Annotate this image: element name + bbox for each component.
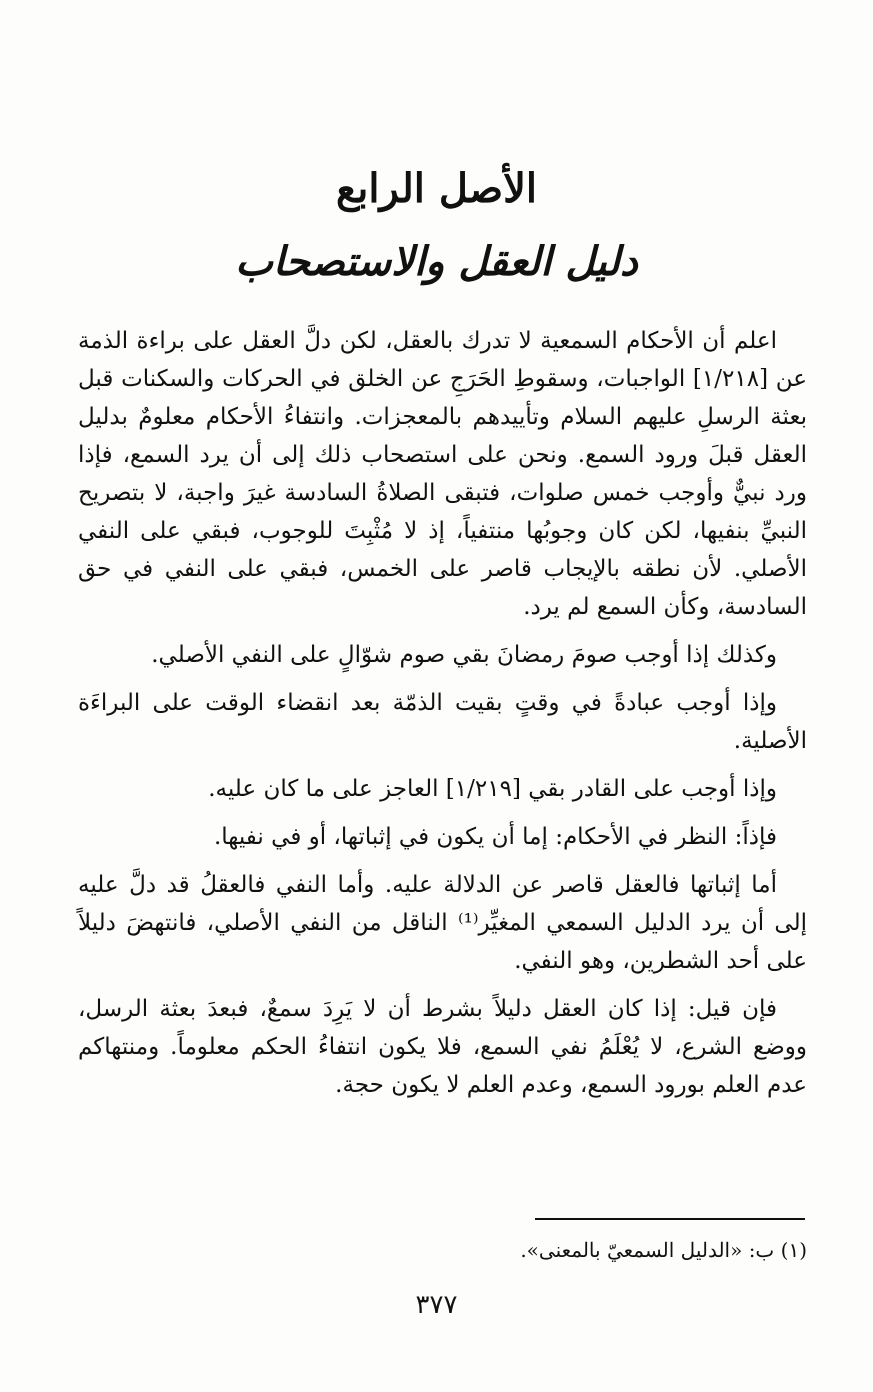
paragraph: فإذاً: النظر في الأحكام: إما أن يكون في إثباتها، أو في نفيها. [213, 824, 777, 850]
chapter-title: الأصل الرابع [335, 165, 537, 212]
footnote: (١) ب: «الدليل السمعيّ بالمعنى». [520, 1238, 807, 1262]
paragraph: فإن قيل: إذا كان العقل دليلاً بشرط أن لا يَرِدَ سمعٌ، فبعدَ بعثة الرسل، ووضع الشرع، لا يُعْلَمُ نفي السمع، فلا يكون انتفاءُ الحكم معلوماً. ومنتهاكم عدم العلم بورود السمع، وعدم العلم لا يكون حجة. [78, 996, 807, 1098]
paragraph: أما إثباتها فالعقل قاصر عن الدلالة عليه. وأما النفي فالعقلُ قد دلَّ عليه إلى أن يرد الدليل السمعي المغيِّر⁽¹⁾ الناقل من النفي الأصلي، فانتهضَ دليلاً على أحد الشطرين، وهو النفي. [78, 872, 808, 974]
chapter-subtitle: دليل العقل والاستصحاب [235, 238, 638, 285]
paragraph: اعلم أن الأحكام السمعية لا تدرك بالعقل، لكن دلَّ العقل على براءة الذمة عن [١/٢١٨] الواجبات، وسقوطِ الحَرَجِ عن الخلق في الحركات والسكنات قبل بعثة الرسلِ عليهم السلام وتأييدهم بالمعجزات. وانتفاءُ الأحكام معلومٌ بدليل العقل قبلَ ورود السمع. ونحن على استصحاب ذلك إلى أن يرد السمع، فإذا ورد نبيٌّ وأوجب خمس صلوات، فتبقى الصلاةُ السادسة غيرَ واجبة، لا بتصريح النبيِّ بنفيها، لكن كان وجوبُها منتفياً، إذ لا مُثْبِتَ للوجوب، فبقي على النفي الأصلي. لأن نطقه بالإيجاب قاصر على الخمس، فبقي على النفي في حق السادسة، وكأن السمع لم يرد. [78, 328, 807, 620]
page-number: ٣٧٧ [415, 1290, 458, 1320]
paragraph: وإذا أوجب عبادةً في وقتٍ بقيت الذمّة بعد انقضاء الوقت على البراءَة الأصلية. [78, 690, 807, 754]
paragraph: وإذا أوجب على القادر بقي [١/٢١٩] العاجز على ما كان عليه. [208, 776, 777, 802]
footnote-divider [535, 1218, 805, 1220]
main-text [78, 322, 807, 1114]
paragraph: وكذلك إذا أوجب صومَ رمضانَ بقي صوم شوّالٍ على النفي الأصلي. [151, 642, 777, 668]
